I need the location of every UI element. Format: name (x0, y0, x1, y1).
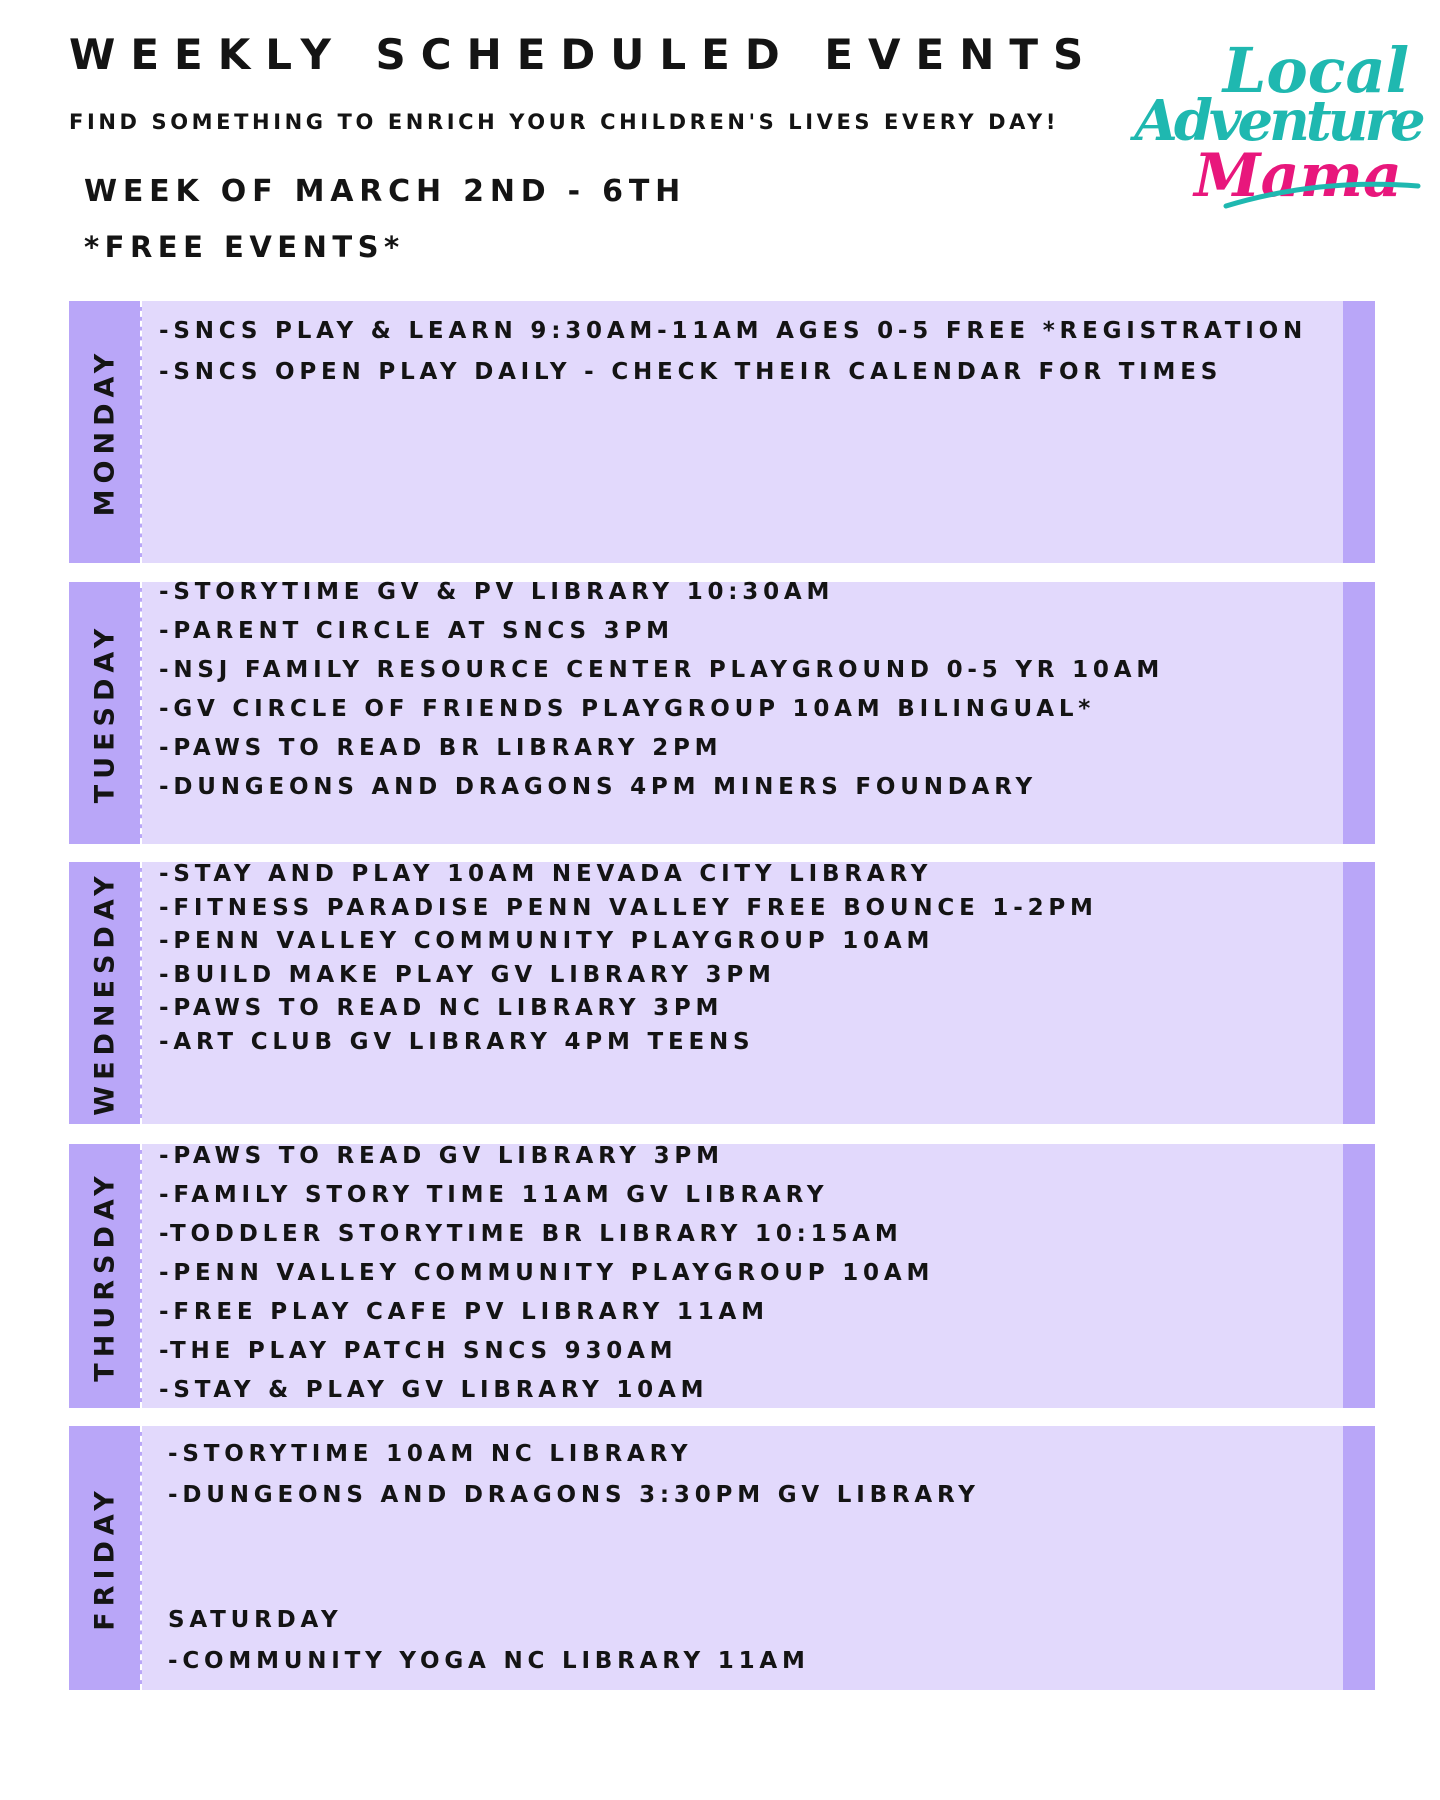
event-item: -STAY & PLAY GV LIBRARY 10AM (159, 1377, 709, 1403)
event-item: -TODDLER STORYTIME BR LIBRARY 10:15AM (159, 1221, 903, 1247)
wednesday-side-strip (1343, 862, 1375, 1124)
wednesday-events (159, 861, 1335, 1062)
monday-side-strip (1343, 301, 1375, 563)
event-item: -FITNESS PARADISE PENN VALLEY FREE BOUNCE 1-2PM (159, 894, 1098, 921)
saturday-heading: SATURDAY (168, 1607, 343, 1633)
monday-events (159, 318, 1335, 400)
saturday-events (168, 1648, 1335, 1689)
event-item: -ART CLUB GV LIBRARY 4PM TEENS (159, 1028, 755, 1055)
event-item: -THE PLAY PATCH SNCS 930AM (159, 1338, 678, 1364)
week-range: WEEK OF MARCH 2ND - 6TH (84, 174, 687, 209)
page-title: WEEKLY SCHEDULED EVENTS (69, 30, 1099, 79)
monday-tab (69, 301, 142, 563)
event-item: -SNCS PLAY & LEARN 9:30AM-11AM AGES 0-5 FREE *REGISTRATION (159, 318, 1308, 344)
event-item: -PENN VALLEY COMMUNITY PLAYGROUP 10AM (159, 928, 935, 954)
event-item: -FREE PLAY CAFE PV LIBRARY 11AM (159, 1299, 769, 1325)
event-item: -PAWS TO READ BR LIBRARY 2PM (159, 735, 723, 761)
day-label-thursday: THURSDAY (89, 1170, 120, 1382)
event-item: -PAWS TO READ GV LIBRARY 3PM (159, 1143, 724, 1169)
tuesday-tab (69, 582, 142, 844)
event-item: -STORYTIME GV & PV LIBRARY 10:30AM (159, 579, 835, 605)
thursday-events (159, 1143, 1335, 1416)
wednesday-tab (69, 862, 142, 1124)
tuesday-section (69, 579, 1375, 844)
event-item: -STORYTIME 10AM NC LIBRARY (168, 1441, 693, 1467)
event-item: -PARENT CIRCLE AT SNCS 3PM (159, 618, 674, 644)
event-item: -STAY AND PLAY 10AM NEVADA CITY LIBRARY (159, 861, 933, 887)
local-adventure-mama-logo (1118, 28, 1430, 224)
event-item: -PENN VALLEY COMMUNITY PLAYGROUP 10AM (159, 1260, 935, 1286)
friday-events (168, 1441, 1335, 1523)
thursday-section (69, 1144, 1375, 1408)
event-item: -SNCS OPEN PLAY DAILY - CHECK THEIR CALENDAR FOR TIMES (159, 359, 1223, 385)
page-subtitle: FIND SOMETHING TO ENRICH YOUR CHILDREN'S LIVES EVERY DAY! (69, 110, 1060, 134)
thursday-tab (69, 1144, 142, 1408)
logo-word-local: Local (1222, 34, 1410, 107)
wednesday-section (69, 862, 1375, 1124)
day-label-wednesday: WEDNESDAY (89, 870, 120, 1116)
event-item: -GV CIRCLE OF FRIENDS PLAYGROUP 10AM BILINGUAL* (159, 696, 1096, 722)
event-item: -DUNGEONS AND DRAGONS 3:30PM GV LIBRARY (168, 1482, 980, 1508)
tuesday-side-strip (1343, 582, 1375, 844)
event-item: -PAWS TO READ NC LIBRARY 3PM (159, 995, 724, 1021)
thursday-side-strip (1343, 1144, 1375, 1408)
friday-side-strip (1343, 1426, 1375, 1690)
logo-word-adventure: Adventure (1134, 88, 1422, 154)
event-item: -COMMUNITY YOGA NC LIBRARY 11AM (168, 1648, 810, 1674)
friday-section (69, 1426, 1375, 1690)
day-label-friday: FRIDAY (89, 1485, 120, 1631)
day-label-tuesday: TUESDAY (89, 622, 120, 804)
event-item: -BUILD MAKE PLAY GV LIBRARY 3PM (159, 961, 776, 988)
event-item: -NSJ FAMILY RESOURCE CENTER PLAYGROUND 0-5 YR 10AM (159, 657, 1165, 683)
free-events-label: *FREE EVENTS* (84, 230, 405, 264)
monday-section (69, 301, 1375, 563)
event-item: -FAMILY STORY TIME 11AM GV LIBRARY (159, 1182, 829, 1208)
friday-tab (69, 1426, 142, 1690)
event-item: -DUNGEONS AND DRAGONS 4PM MINERS FOUNDARY (159, 774, 1037, 800)
tuesday-events (159, 579, 1335, 813)
day-label-monday: MONDAY (89, 347, 120, 517)
logo-word-mama: Mama (1194, 141, 1402, 211)
